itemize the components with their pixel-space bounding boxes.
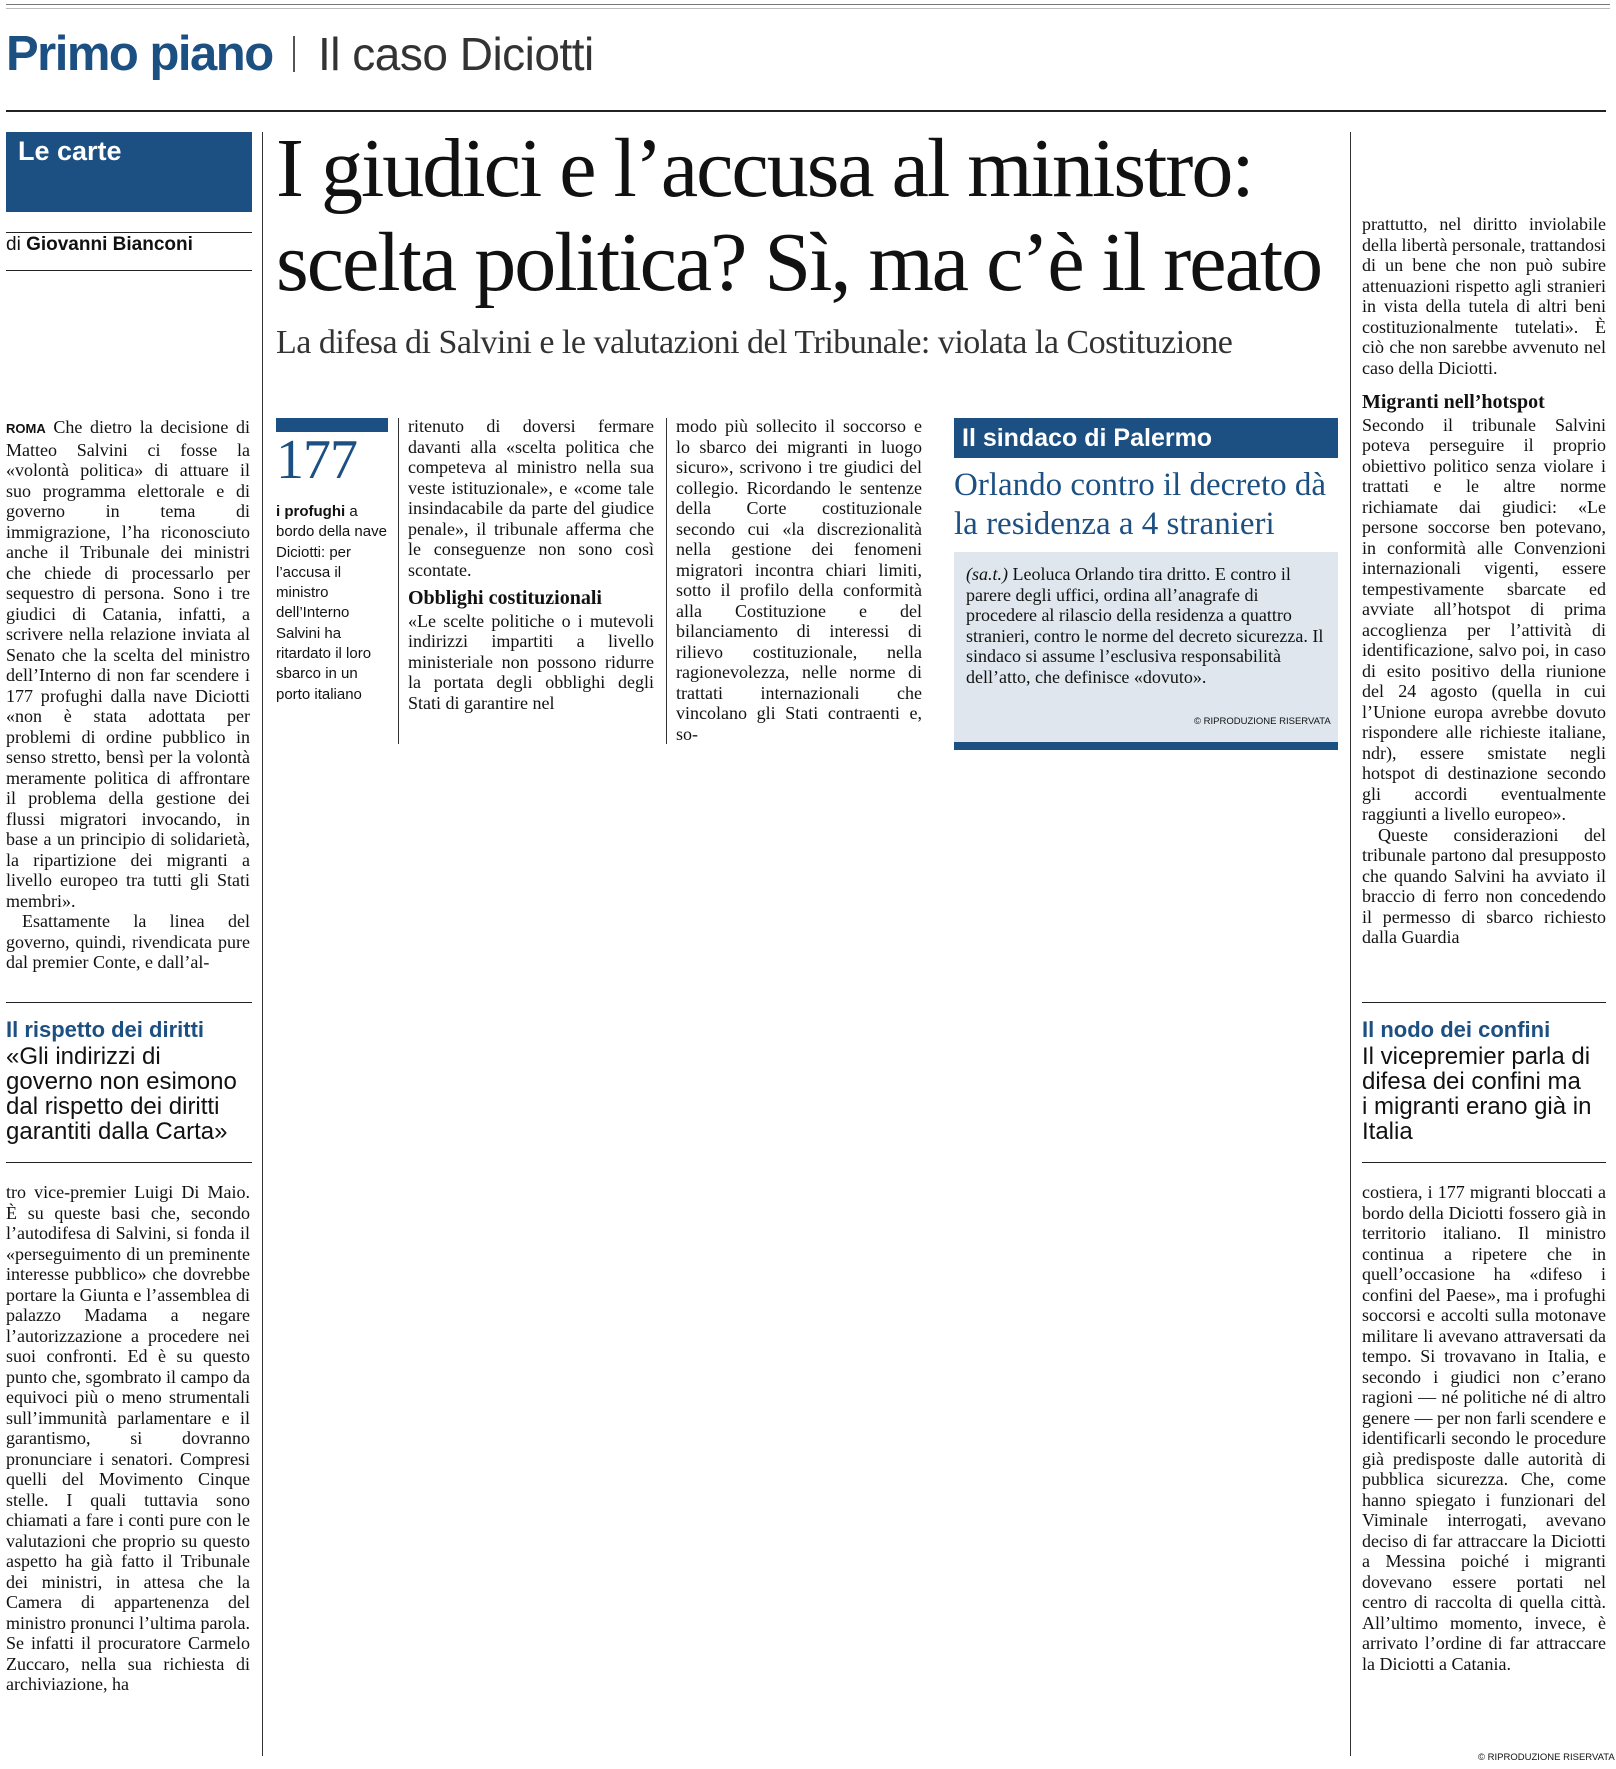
headline-line-1: I giudici e l’accusa al ministro: [276,122,1253,215]
middle-col1-paragraph-2: «Le scelte politiche o i mutevoli indirizzi impartiti a livello ministeriale non possono ridurre la portata degli obblighi degli Stati di garantire nel [408,610,654,713]
middle-col1-paragraph-1: ritenuto di doversi fermare davanti alla «scelta politica che competeva al ministro nella sua veste istituzionale», e «come tale insindacabile da parte del giudice penale», il tribunale afferma che le conseguenze non sono così scontate. [408,416,654,580]
left-quote-kicker: Il rispetto dei diritti [6,1017,205,1042]
section-topic: Il caso Diciotti [318,28,594,80]
header-rule [6,110,1606,112]
right-paragraph-3: Queste considerazioni del tribunale partono dal presupposto che quando Salvini ha avviato il braccio di ferro non concedendo il permesso di sbarco richiesto dalla Guardia [1362,824,1606,947]
headline-line-2: scelta politica? Sì, ma c’è il reato [276,216,1322,309]
left-column-rule [262,132,263,1756]
tag-label: Le carte [18,136,122,166]
right-paragraph-4: costiera, i 177 migranti bloccati a bordo della Diciotti fossero già in territorio italiano. Il ministro continua a ripetere che in quell’occasione ha «difeso i confini del Paese», ma i profughi soccorsi e accolti sulla motonave militare li avevano attraversati da tempo. Si trovavano in Italia, e secondo i giudici non c’erano ragioni — né politiche né di altro genere — per non farli scendere e identificarli secondo le procedure già predisposte dalle autorità di pubblica sicurezza. Che, come hanno spiegato i funzionari del Viminale interrogati, avevano deciso di far attraccare la Diciotti a Messina poiché i migranti dovevano essere portati nel centro di raccolta di quella città. All’ultimo momento, invece, è arrivato l’ordine di far attraccare la Diciotti a Catania. [1362,1182,1606,1674]
section-title: Primo piano [6,27,273,81]
stat-number: 177 [276,429,357,491]
left-paragraph-2: Esattamente la linea del governo, quindi, rivendicata pure dal premier Conte, e dall’al- [6,911,250,972]
byline [6,234,193,256]
middle-col2-paragraph-1: modo più sollecito il soccorso e lo sbarco dei migranti in luogo sicuro», scrivono i tre giudici del collegio. Ricordando le sentenze della Corte costituzionale secondo cui «la discrezionalità nella gestione dei fenomeni migratori incontra chiari limiti, sotto il profilo della conformità alla Costituzione e del bilanciamento di interessi di rilievo costituzionale, nella ragionevolezza, nelle norme di trattati internazionali che vincolano gli Stati contraenti e, so- [676,416,922,744]
right-paragraph-1: prattutto, nel diritto inviolabile della libertà personale, trattandosi di un bene che non può subire attenuazioni rispetto agli stranieri in vista della tutela di altri beni costituzionalmente tutelati». È ciò che non sarebbe avvenuto nel caso della Diciotti. [1362,214,1606,378]
mayor-box [954,552,1338,742]
right-copyright: © RIPRODUZIONE RISERVATA [1478,1752,1615,1763]
stat-caption-bold: i profughi [276,503,346,520]
byline-author: Giovanni Bianconi [26,234,193,255]
mayor-box-signature: (sa.t.) [966,564,1008,584]
subheadline: La difesa di Salvini e le valutazioni del Tribunale: violata la Costituzione [276,324,1233,361]
right-quote-rule-bottom [1362,1162,1606,1163]
left-article-part2 [6,1182,250,1695]
mayor-box-header [954,418,1338,458]
left-article-part1 [6,417,250,973]
right-article-part2 [1362,1182,1606,1674]
right-column-rule [1350,132,1351,1756]
right-quote-rule-top [1362,1002,1606,1003]
mayor-box-text: Leoluca Orlando tira dritto. E contro il parere degli uffici, ordina all’anagrafe di procedere al rilascio della residenza a quattro stranieri, contro le norme del decreto sicurezza. Il sindaco si assume l’esclusiva responsabilità dell’atto, che definisce «dovuto». [966,564,1324,687]
mayor-box-body [966,564,1328,687]
left-quote-rule-top [6,1002,252,1003]
mayor-box-copyright: © RIPRODUZIONE RISERVATA [1194,716,1331,727]
left-quote-rule-bottom [6,1162,252,1163]
tag-box [6,132,252,212]
right-article-part1 [1362,214,1606,948]
left-quote-text: «Gli indirizzi di governo non esimono dal rispetto dei diritti garantiti dalla Carta» [6,1043,237,1145]
byline-prefix: di [6,234,21,255]
middle-rule-1 [398,418,399,744]
middle-column-1 [408,416,654,713]
stat-caption-text: a bordo della nave Diciotti: per l’accusa il ministro dell’Interno Salvini ha ritardato il loro sbarco in un porto italiano [276,503,387,703]
byline-rule-bottom [6,270,252,271]
right-subhead: Migranti nell’hotspot [1362,391,1545,413]
middle-column-2 [676,416,922,744]
top-rule [6,4,1610,5]
left-paragraph-1 [6,417,250,911]
top-rule-secondary [6,8,1610,9]
headline [276,122,1346,310]
right-paragraph-2: Secondo il tribunale Salvini poteva perseguire il proprio obiettivo politico senza violare i trattati e le altre norme richiamate dai giudici: «Le persone soccorse ben potevano, in conformità alle Convenzioni internazionali vigenti, essere tempestivamente sbarcate ed avviate all’hotspot di prima accoglienza per l’attività di identificazione, salvo poi, in caso di esito positivo della riunione del 24 agosto (quella in cui l’Unione europa avrebbe dovuto rispondere alle richieste italiane, ndr), essere smistate negli hotspot di destinazione secondo gli accordi eventualmente raggiunti a livello europeo». [1362,414,1606,824]
left-paragraph-1-text: Che dietro la decisione di Matteo Salvini ci fosse la «volontà politica» di attuare il suo programma elettorale e di governo in tema di immigrazione, l’ha riconosciuto anche il Tribunale dei ministri che chiede di processarlo per sequestro di persona. Sono i tre giudici di Catania, infatti, a scrivere nella relazione inviata al Senato che la scelta del ministro dell’Interno di non far scendere i 177 profughi dalla nave Diciotti «non è stata adottata per problemi di ordine pubblico in senso stretto, bensì per la volontà meramente politica di affrontare il problema della gestione dei flussi migratori invocando, in base a un principio di solidarietà, la ripartizione dei migranti a livello europeo tra tutti gli Stati membri». [6,417,250,911]
stat-caption [276,502,388,705]
middle-col1-subhead: Obblighi costituzionali [408,587,602,609]
mayor-box-title: Orlando contro il decreto dà la residenza a 4 stranieri [954,467,1327,542]
dateline: ROMA [6,421,46,436]
section-separator [293,36,295,72]
right-quote-kicker: Il nodo dei confini [1362,1017,1551,1042]
byline-rule-top [6,232,252,233]
middle-rule-2 [666,418,667,744]
mayor-box-kicker: Il sindaco di Palermo [962,424,1213,452]
right-quote-text: Il vicepremier parla di difesa dei confini ma i migranti erano già in Italia [1362,1043,1592,1145]
left-paragraph-3: tro vice-premier Luigi Di Maio. È su queste basi che, secondo l’autodifesa di Salvini, si fonda il «perseguimento di un preminente interesse pubblico» che dovrebbe portare la Giunta e l’assemblea di palazzo Madama a negare l’autorizzazione a procedere nei suoi confronti. Ed è su questo punto che, sgombrato il campo da equivoci più o meno strumentali sull’immunità parlamentare e il garantismo, si dovranno pronunciare i senatori. Compresi quelli del Movimento Cinque stelle. I quali tuttavia sono chiamati a fare i conti pure con le valutazioni che proprio su questo aspetto ha già fatto il Tribunale dei ministri, in attesa che la Camera di appartenenza del ministro pronunci l’ultima parola. Se infatti il procuratore Carmelo Zuccaro, nella sua richiesta di archiviazione, ha [6,1182,250,1694]
mayor-box-bottom-bar [954,742,1338,750]
